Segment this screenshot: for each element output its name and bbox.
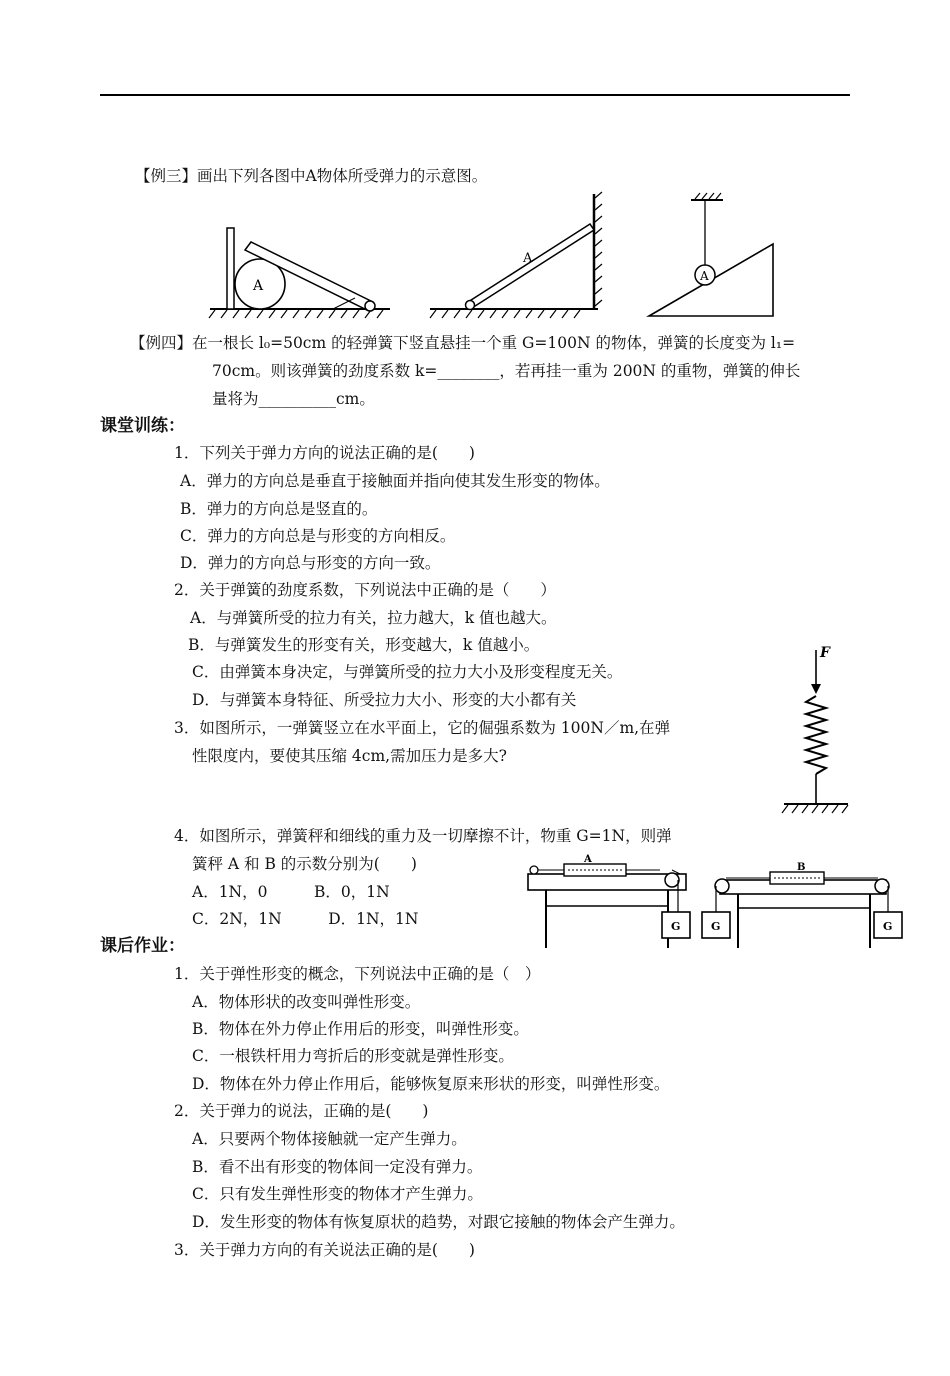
weight-a-label-g: G: [671, 920, 681, 933]
rod-label-a: A: [523, 251, 533, 266]
classwork-q4-options-ab: A．1N，0 B．0，1N: [192, 883, 390, 901]
hanging-ball-label-a: A: [700, 269, 709, 283]
figure-ball-plank: [205, 222, 395, 322]
header-rule: [100, 94, 850, 96]
figure-spring-balances: [520, 850, 904, 950]
homework-q1-option-b: B．物体在外力停止作用后的形变，叫弹性形变。: [192, 1020, 529, 1038]
classwork-q1-option-c: C．弹力的方向总是与形变的方向相反。: [180, 527, 456, 545]
example-3-text: 【例三】画出下列各图中A物体所受弹力的示意图。: [135, 167, 488, 185]
figure-hanging-ball-slope: [645, 192, 780, 318]
ball-label-a: A: [253, 278, 264, 294]
homework-q3-stem: 3．关于弹力方向的有关说法正确的是( ): [174, 1241, 475, 1259]
homework-q2-option-d: D．发生形变的物体有恢复原状的趋势，对跟它接触的物体会产生弹力。: [192, 1213, 685, 1231]
classwork-q2-option-d: D．与弹簧本身特征、所受拉力大小、形变的大小都有关: [192, 691, 577, 709]
example-4-line-2: 70cm。则该弹簧的劲度系数 k=________，若再挂一重为 200N 的重物，弹簧的伸长: [212, 362, 801, 380]
homework-q2-option-b: B．看不出有形变的物体间一定没有弹力。: [192, 1158, 483, 1176]
homework-q1-option-d: D．物体在外力停止作用后，能够恢复原来形状的形变，叫弹性形变。: [192, 1075, 670, 1093]
classwork-q1-option-d: D．弹力的方向总与形变的方向一致。: [180, 554, 441, 572]
classwork-q1-option-a: A．弹力的方向总是垂直于接触面并指向使其发生形变的物体。: [180, 472, 610, 490]
section-heading-homework: 课后作业：: [100, 936, 185, 956]
weight-b-right-label-g: G: [883, 920, 893, 933]
homework-q2-option-a: A．只要两个物体接触就一定产生弹力。: [192, 1130, 467, 1148]
figure-vertical-spring: [780, 640, 852, 824]
classwork-q3-line-1: 3．如图所示，一弹簧竖立在水平面上，它的倔强系数为 100N／m,在弹: [174, 719, 671, 737]
section-heading-classwork: 课堂训练：: [100, 416, 185, 436]
classwork-q2-stem: 2．关于弹簧的劲度系数，下列说法中正确的是（ ）: [174, 581, 556, 599]
figure-rod-wall: [428, 190, 608, 322]
classwork-q2-option-c: C．由弹簧本身决定，与弹簧所受的拉力大小及形变程度无关。: [192, 663, 623, 681]
example-4-line-1: 【例四】在一根长 l₀=50cm 的轻弹簧下竖直悬挂一个重 G=100N 的物体，弹簧的长度变为 l₁=: [130, 334, 796, 352]
classwork-q4-line-1: 4．如图所示，弹簧秤和细线的重力及一切摩擦不计，物重 G=1N，则弹: [174, 827, 672, 845]
classwork-q4-line-2: 簧秤 A 和 B 的示数分别为( ): [192, 855, 417, 873]
balance-label-a: A: [584, 854, 592, 865]
classwork-q2-option-b: B．与弹簧发生的形变有关，形变越大，k 值越小。: [188, 636, 540, 654]
example-4-line-3: 量将为__________cm。: [212, 390, 375, 408]
classwork-q4-options-cd: C．2N，1N D．1N，1N: [192, 910, 419, 928]
classwork-q3-line-2: 性限度内，要使其压缩 4cm,需加压力是多大?: [192, 747, 507, 765]
balance-label-b: B: [797, 862, 806, 873]
homework-q1-option-a: A．物体形状的改变叫弹性形变。: [192, 993, 421, 1011]
homework-q2-option-c: C．只有发生弹性形变的物体才产生弹力。: [192, 1185, 483, 1203]
force-label-f: F: [820, 645, 830, 661]
homework-q2-stem: 2．关于弹力的说法，正确的是( ): [174, 1102, 429, 1120]
homework-q1-option-c: C．一根铁杆用力弯折后的形变就是弹性形变。: [192, 1047, 514, 1065]
homework-q1-stem: 1．关于弹性形变的概念，下列说法中正确的是（ ）: [174, 965, 541, 983]
classwork-q1-stem: 1．下列关于弹力方向的说法正确的是( ): [174, 444, 475, 462]
weight-b-left-label-g: G: [711, 920, 721, 933]
classwork-q1-option-b: B．弹力的方向总是竖直的。: [180, 500, 378, 518]
classwork-q2-option-a: A．与弹簧所受的拉力有关，拉力越大，k 值也越大。: [190, 609, 557, 627]
